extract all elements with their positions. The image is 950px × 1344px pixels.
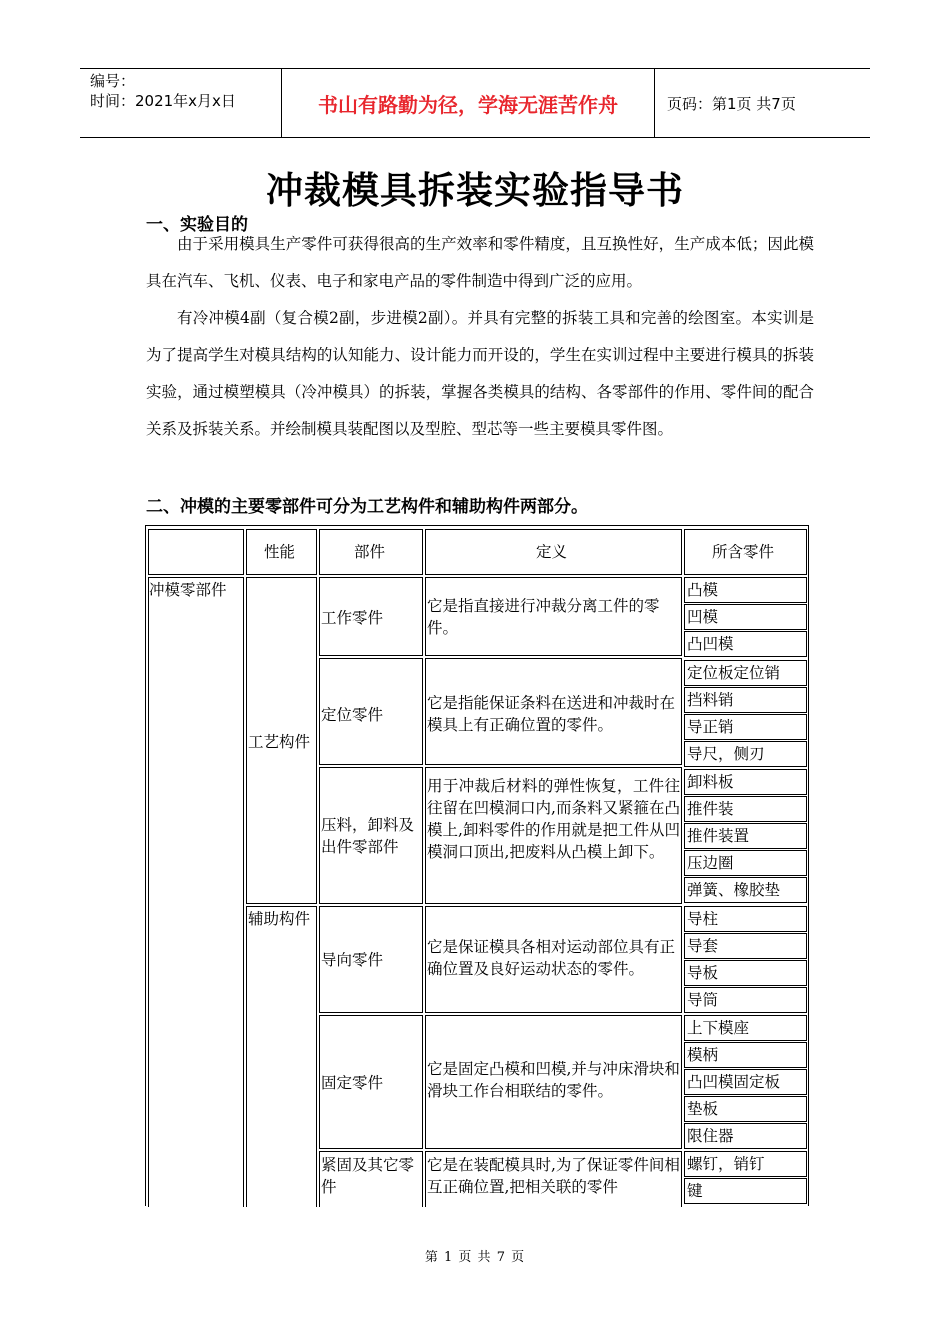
header-motto: 书山有路勤为径，学海无涯苦作舟 (282, 69, 655, 137)
row6-def: 它是在装配模具时,为了保证零件间相互正确位置,把相关联的零件 (427, 1156, 680, 1196)
section1-para1: 由于采用模具生产零件可获得很高的生产效率和零件精度，且互换性好，生产成本低；因此模具在汽车、飞机、仪表、电子和家电产品的零件制造中得到广泛的应用。 (146, 235, 814, 290)
root-label: 冲模零部件 (149, 581, 227, 599)
section2-heading: 二、冲模的主要零部件可分为工艺构件和辅助构件两部分。 (146, 497, 588, 517)
item-cell: 导板 (684, 960, 807, 986)
header-cell-blank (148, 529, 244, 575)
group2-label: 辅助构件 (248, 910, 311, 928)
row6-part: 紧固及其它零件 (321, 1156, 415, 1196)
item-cell: 卸料板 (684, 769, 807, 795)
document-title: 冲裁模具拆装实验指导书 (266, 169, 684, 212)
header-page-info: 页码：第1页 共7页 (667, 94, 796, 113)
item-cell: 凸凹模固定板 (684, 1069, 807, 1095)
item-cell: 挡料销 (684, 687, 807, 713)
section1-heading: 一、实验目的 (146, 215, 248, 235)
item-cell: 凹模 (684, 604, 807, 630)
page-header (80, 68, 870, 138)
row3-def: 用于冲裁后材料的弹性恢复，工件往往留在凹模洞口内,而条料又紧箍在凸模上,卸料零件的作用就是把工件从凹模洞口顶出,把废料从凸模上卸下。 (427, 777, 680, 861)
item-cell: 导正销 (684, 714, 807, 740)
row5-def: 它是固定凸模和凹模,并与冲床滑块和滑块工作台相联结的零件。 (427, 1060, 680, 1100)
item-cell: 凸模 (684, 577, 807, 603)
row5-part: 固定零件 (321, 1074, 384, 1092)
row1-part: 工作零件 (321, 609, 384, 627)
components-table (145, 525, 809, 1206)
row4-def: 它是保证模具各相对运动部位具有正确位置及良好运动状态的零件。 (427, 938, 676, 978)
item-cell: 推件装置 (684, 823, 807, 849)
row3-part: 压料，卸料及出件零部件 (321, 816, 415, 856)
item-cell: 垫板 (684, 1096, 807, 1122)
item-cell: 弹簧、橡胶垫 (684, 877, 807, 903)
header-definition: 定义 (536, 543, 568, 561)
item-cell: 模柄 (684, 1042, 807, 1068)
item-cell: 定位板定位销 (684, 660, 807, 686)
item-cell: 凸凹模 (684, 631, 807, 657)
time-label: 时间：2021年x月x日 (90, 92, 236, 110)
item-cell: 导柱 (684, 906, 807, 932)
item-cell: 推件装 (684, 796, 807, 822)
root-cell (148, 577, 244, 1207)
item-cell: 上下模座 (684, 1015, 807, 1041)
row2-def: 它是指能保证条料在送进和冲裁时在模具上有正确位置的零件。 (427, 694, 676, 734)
header-items: 所含零件 (712, 543, 775, 561)
header-meta (80, 69, 282, 137)
item-cell: 限住器 (684, 1123, 807, 1149)
header-performance: 性能 (264, 543, 296, 561)
row1-def: 它是指直接进行冲裁分离工件的零件。 (427, 597, 660, 637)
group1-label: 工艺构件 (248, 733, 311, 751)
item-cell: 键 (684, 1178, 807, 1204)
group2-cell (246, 906, 317, 1207)
section1-para2: 有冷冲模4副（复合模2副，步进模2副）。并具有完整的拆装工具和完善的绘图室。本实训是为了提高学生对模具结构的认知能力、设计能力而开设的，学生在实训过程中主要进行模具的拆装实验，通过模塑模具（冷冲模具）的拆装，掌握各类模具的结构、各零部件的作用、零件间的配合关系及拆装关系。并绘制模具装配图以及型腔、型芯等一些主要模具零件图。 (146, 309, 814, 438)
item-cell: 导套 (684, 933, 807, 959)
page-footer: 第 1 页 共 7 页 (424, 1250, 526, 1265)
item-cell: 压边圈 (684, 850, 807, 876)
item-cell: 螺钉，销钉 (684, 1151, 807, 1177)
row4-part: 导向零件 (321, 951, 384, 969)
row2-part: 定位零件 (321, 706, 384, 724)
section1-body (146, 226, 814, 448)
header-part: 部件 (354, 543, 386, 561)
item-cell: 导尺，侧刃 (684, 741, 807, 767)
number-label: 编号： (90, 72, 136, 90)
item-cell: 导筒 (684, 987, 807, 1013)
